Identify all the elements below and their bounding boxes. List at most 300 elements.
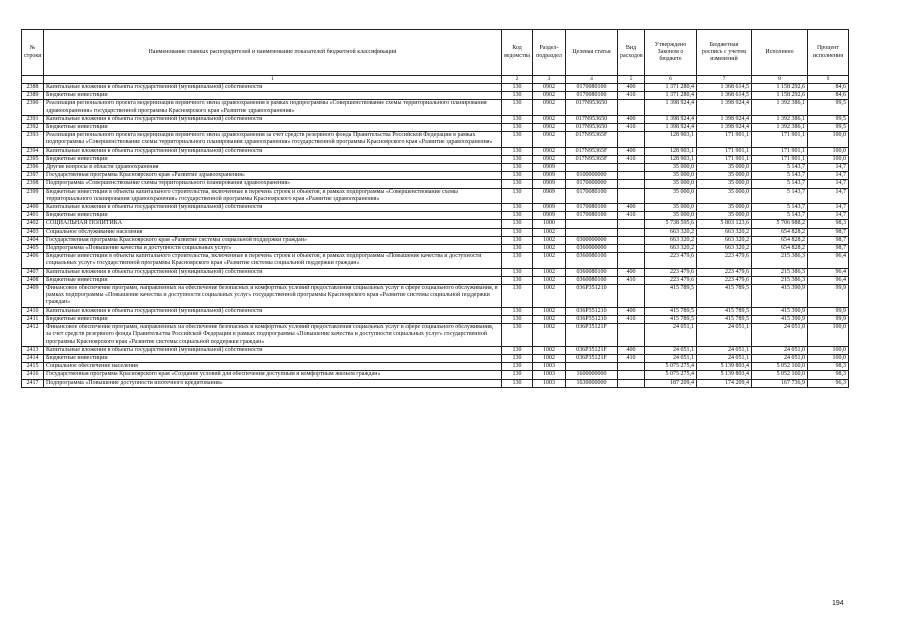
expense-type-cell: 410 [618,92,645,100]
revised-amount-cell: 5 803 123,6 [697,220,752,228]
approved-amount-cell: 223 479,6 [645,253,697,268]
revised-amount-cell: 415 789,5 [697,315,752,323]
row-name-cell: Бюджетные инвестиции [44,92,502,100]
column-number-row [22,76,849,84]
revised-amount-cell: 171 901,1 [697,155,752,163]
execution-percent-cell: 14,7 [808,212,849,220]
table-row [22,307,849,315]
agency-code-cell: 130 [502,115,533,123]
table-row [22,132,849,147]
execution-percent-cell: 99,5 [808,115,849,123]
revised-amount-cell: 1 368 614,5 [697,84,752,92]
execution-percent-cell: 100,0 [808,324,849,347]
table-row [22,379,849,387]
expense-type-cell [618,164,645,172]
row-number-cell: 2395 [22,155,44,163]
revised-amount-cell: 415 789,5 [697,307,752,315]
approved-amount-cell: 1 398 924,4 [645,115,697,123]
budget-table-sheet [21,29,849,388]
target-item-cell: 017N953650 [566,100,618,115]
execution-percent-cell: 99,5 [808,100,849,115]
approved-amount-cell: 35 000,0 [645,204,697,212]
executed-amount-cell: 5 052 160,0 [752,371,808,379]
row-name-cell: Подпрограмма «Повышение доступности ипотечного кредитования» [44,379,502,387]
agency-code-cell: 130 [502,276,533,284]
approved-amount-cell: 663 320,2 [645,236,697,244]
table-row [22,315,849,323]
section-code-cell: 1002 [533,236,566,244]
column-number: 4 [566,76,618,84]
revised-amount-cell: 1 368 614,5 [697,92,752,100]
execution-percent-cell: 96,4 [808,268,849,276]
row-name-cell: Капитальные вложения в объекты государственной (муниципальной) собственности [44,346,502,354]
target-item-cell: 017N95365F [566,132,618,147]
column-header: Утверждено Законом о бюджете [645,30,697,76]
target-item-cell: 036P351210 [566,315,618,323]
revised-amount-cell: 1 398 924,4 [697,115,752,123]
agency-code-cell: 130 [502,315,533,323]
revised-amount-cell: 35 000,0 [697,188,752,203]
section-code-cell: 0902 [533,115,566,123]
executed-amount-cell: 171 901,1 [752,147,808,155]
section-code-cell: 0902 [533,132,566,147]
approved-amount-cell: 128 903,1 [645,155,697,163]
row-name-cell: Капитальные вложения в объекты государственной (муниципальной) собственности [44,147,502,155]
revised-amount-cell: 1 398 924,4 [697,100,752,115]
agency-code-cell: 130 [502,155,533,163]
approved-amount-cell: 24 051,1 [645,324,697,347]
agency-code-cell: 130 [502,354,533,362]
agency-code-cell: 130 [502,324,533,347]
revised-amount-cell: 171 901,1 [697,132,752,147]
target-item-cell: 0360000000 [566,245,618,253]
table-row [22,346,849,354]
revised-amount-cell: 223 479,6 [697,268,752,276]
target-item-cell [566,164,618,172]
section-code-cell: 1002 [533,324,566,347]
table-row [22,228,849,236]
agency-code-cell: 130 [502,100,533,115]
target-item-cell: 0170080100 [566,188,618,203]
executed-amount-cell: 24 051,0 [752,324,808,347]
row-number-cell: 2396 [22,164,44,172]
revised-amount-cell: 35 000,0 [697,164,752,172]
column-number: 6 [645,76,697,84]
row-name-cell: Финансовое обеспечение программ, направленных на обеспечение безопасных и комфортных условий предоставления социальных услуг в сфере социального обслуживания, в рамках подпрограммы «Повышение качества и доступности социальных услуг» государственной программы Красноярского края «Развитие системы социальной поддержки граждан» [44,285,502,308]
column-header: Вид расходов [618,30,645,76]
expense-type-cell [618,180,645,188]
agency-code-cell: 130 [502,253,533,268]
expense-type-cell [618,245,645,253]
revised-amount-cell: 35 000,0 [697,212,752,220]
section-code-cell: 0902 [533,155,566,163]
agency-code-cell: 130 [502,124,533,132]
executed-amount-cell: 5 052 160,0 [752,363,808,371]
approved-amount-cell: 1 371 280,4 [645,84,697,92]
revised-amount-cell: 24 051,1 [697,346,752,354]
agency-code-cell: 130 [502,228,533,236]
target-item-cell: 0170080100 [566,92,618,100]
executed-amount-cell: 215 386,3 [752,268,808,276]
approved-amount-cell: 5 075 275,4 [645,363,697,371]
target-item-cell: 0100000000 [566,172,618,180]
execution-percent-cell: 99,5 [808,124,849,132]
table-row [22,324,849,347]
expense-type-cell: 400 [618,147,645,155]
row-name-cell: Капитальные вложения в объекты государственной (муниципальной) собственности [44,307,502,315]
revised-amount-cell: 35 000,0 [697,172,752,180]
row-name-cell: Капитальные вложения в объекты государственной (муниципальной) собственности [44,204,502,212]
target-item-cell: 036P35121F [566,354,618,362]
section-code-cell: 1002 [533,253,566,268]
row-number-cell: 2391 [22,115,44,123]
section-code-cell: 0909 [533,188,566,203]
target-item-cell: 036P351210 [566,285,618,308]
expense-type-cell [618,220,645,228]
executed-amount-cell: 415 390,9 [752,315,808,323]
section-code-cell: 1002 [533,315,566,323]
approved-amount-cell: 415 789,5 [645,285,697,308]
approved-amount-cell: 1 398 924,4 [645,124,697,132]
approved-amount-cell: 415 789,5 [645,315,697,323]
section-code-cell: 1002 [533,285,566,308]
expense-type-cell: 400 [618,268,645,276]
row-number-cell: 2415 [22,363,44,371]
header-row [22,30,849,76]
section-code-cell: 1002 [533,354,566,362]
row-number-cell: 2405 [22,245,44,253]
table-row [22,92,849,100]
row-name-cell: СОЦИАЛЬНАЯ ПОЛИТИКА [44,220,502,228]
execution-percent-cell: 98,3 [808,220,849,228]
agency-code-cell: 130 [502,172,533,180]
expense-type-cell [618,371,645,379]
table-row [22,84,849,92]
row-number-cell: 2388 [22,84,44,92]
table-body [22,84,849,388]
revised-amount-cell: 5 139 803,4 [697,363,752,371]
row-number-cell: 2394 [22,147,44,155]
row-number-cell: 2410 [22,307,44,315]
section-code-cell: 0902 [533,92,566,100]
revised-amount-cell: 663 320,2 [697,245,752,253]
column-header: Наименование главных распорядителей и наименование показателей бюджетной классификации [44,30,502,76]
row-number-cell: 2404 [22,236,44,244]
row-name-cell: Социальное обслуживание населения [44,228,502,236]
table-row [22,204,849,212]
section-code-cell: 1002 [533,245,566,253]
table-row [22,212,849,220]
target-item-cell: 0360080100 [566,268,618,276]
agency-code-cell: 130 [502,147,533,155]
execution-percent-cell: 14,7 [808,188,849,203]
execution-percent-cell: 98,3 [808,363,849,371]
approved-amount-cell: 187 209,4 [645,379,697,387]
execution-percent-cell: 98,7 [808,245,849,253]
target-item-cell: 0360080100 [566,276,618,284]
agency-code-cell: 130 [502,180,533,188]
row-number-cell: 2412 [22,324,44,347]
agency-code-cell: 130 [502,84,533,92]
table-row [22,363,849,371]
approved-amount-cell: 24 051,1 [645,354,697,362]
budget-execution-table [21,29,849,388]
revised-amount-cell: 24 051,1 [697,324,752,347]
section-code-cell: 1002 [533,228,566,236]
agency-code-cell: 130 [502,188,533,203]
executed-amount-cell: 415 390,9 [752,307,808,315]
row-number-cell: 2397 [22,172,44,180]
row-name-cell: Государственная программа Красноярского края «Создание условий для обеспечения доступным и комфортным жильем граждан» [44,371,502,379]
section-code-cell: 0902 [533,147,566,155]
target-item-cell: 036P35121F [566,324,618,347]
target-item-cell: 017N95365F [566,147,618,155]
row-number-cell: 2400 [22,204,44,212]
execution-percent-cell: 100,0 [808,155,849,163]
revised-amount-cell: 223 479,6 [697,276,752,284]
table-row [22,354,849,362]
target-item-cell: 017N953650 [566,115,618,123]
column-number: 1 [44,76,502,84]
agency-code-cell: 130 [502,164,533,172]
row-number-cell: 2392 [22,124,44,132]
revised-amount-cell: 35 000,0 [697,204,752,212]
column-number: 2 [502,76,533,84]
section-code-cell: 1000 [533,220,566,228]
expense-type-cell [618,253,645,268]
section-code-cell: 0909 [533,164,566,172]
execution-percent-cell: 14,7 [808,204,849,212]
section-code-cell: 1002 [533,268,566,276]
target-item-cell: 036P351210 [566,307,618,315]
expense-type-cell: 400 [618,115,645,123]
expense-type-cell: 400 [618,84,645,92]
executed-amount-cell: 1 392 386,1 [752,115,808,123]
table-row [22,236,849,244]
expense-type-cell: 410 [618,354,645,362]
expense-type-cell [618,172,645,180]
row-number-cell: 2416 [22,371,44,379]
row-name-cell: Другие вопросы в области здравоохранения [44,164,502,172]
approved-amount-cell: 35 000,0 [645,172,697,180]
row-name-cell: Бюджетные инвестиции в объекты капитального строительства, включенные в перечень строек и объектов, в рамках подпрограммы «Повышение качества и доступности социальных услуг» государственной программы Красноярского края «Развитие системы социальной поддержки граждан» [44,253,502,268]
approved-amount-cell: 663 320,2 [645,228,697,236]
executed-amount-cell: 24 051,0 [752,354,808,362]
row-name-cell: Капитальные вложения в объекты государственной (муниципальной) собственности [44,84,502,92]
execution-percent-cell: 96,3 [808,379,849,387]
execution-percent-cell: 99,9 [808,285,849,308]
row-name-cell: Бюджетные инвестиции [44,155,502,163]
approved-amount-cell: 223 479,6 [645,276,697,284]
approved-amount-cell: 223 479,6 [645,268,697,276]
column-number [22,76,44,84]
agency-code-cell: 130 [502,245,533,253]
section-code-cell: 0902 [533,84,566,92]
table-row [22,155,849,163]
table-row [22,268,849,276]
row-name-cell: Государственная программа Красноярского края «Развитие системы социальной поддержки граждан» [44,236,502,244]
section-code-cell: 0902 [533,124,566,132]
approved-amount-cell: 128 903,1 [645,147,697,155]
target-item-cell: 0170000000 [566,180,618,188]
row-name-cell: Бюджетные инвестиции [44,315,502,323]
execution-percent-cell: 14,7 [808,180,849,188]
row-number-cell: 2402 [22,220,44,228]
row-name-cell: Бюджетные инвестиции [44,354,502,362]
row-number-cell: 2398 [22,180,44,188]
row-number-cell: 2414 [22,354,44,362]
revised-amount-cell: 415 789,5 [697,285,752,308]
table-row [22,220,849,228]
approved-amount-cell: 35 000,0 [645,212,697,220]
agency-code-cell: 130 [502,268,533,276]
section-code-cell: 1002 [533,307,566,315]
executed-amount-cell: 215 386,3 [752,276,808,284]
executed-amount-cell: 171 901,1 [752,132,808,147]
expense-type-cell [618,363,645,371]
executed-amount-cell: 5 143,7 [752,172,808,180]
expense-type-cell [618,285,645,308]
row-name-cell: Подпрограмма «Повышение качества и доступности социальных услуг» [44,245,502,253]
revised-amount-cell: 24 051,1 [697,354,752,362]
execution-percent-cell: 98,7 [808,236,849,244]
row-number-cell: 2401 [22,212,44,220]
column-number: 3 [533,76,566,84]
executed-amount-cell: 24 051,0 [752,346,808,354]
column-number: 5 [618,76,645,84]
target-item-cell: 0360080100 [566,253,618,268]
table-row [22,188,849,203]
execution-percent-cell: 100,0 [808,354,849,362]
expense-type-cell: 410 [618,124,645,132]
execution-percent-cell: 100,0 [808,132,849,147]
agency-code-cell: 130 [502,236,533,244]
revised-amount-cell: 1 398 924,4 [697,124,752,132]
execution-percent-cell: 100,0 [808,147,849,155]
executed-amount-cell: 5 143,7 [752,180,808,188]
target-item-cell: 0170080100 [566,84,618,92]
table-row [22,371,849,379]
column-header: Раздел-подраздел [533,30,566,76]
section-code-cell: 1002 [533,346,566,354]
expense-type-cell: 400 [618,307,645,315]
execution-percent-cell: 14,7 [808,172,849,180]
column-number: 9 [808,76,849,84]
section-code-cell: 0909 [533,204,566,212]
execution-percent-cell: 99,9 [808,307,849,315]
expense-type-cell: 400 [618,204,645,212]
approved-amount-cell: 1 371 280,4 [645,92,697,100]
column-header: Код ведомства [502,30,533,76]
column-number: 7 [697,76,752,84]
executed-amount-cell: 171 901,1 [752,155,808,163]
executed-amount-cell: 654 828,2 [752,228,808,236]
revised-amount-cell: 35 000,0 [697,180,752,188]
execution-percent-cell: 84,6 [808,84,849,92]
execution-percent-cell: 96,4 [808,253,849,268]
expense-type-cell [618,379,645,387]
column-header: Бюджетная роспись с учетом изменений [697,30,752,76]
target-item-cell [566,228,618,236]
row-number-cell: 2408 [22,276,44,284]
agency-code-cell: 130 [502,204,533,212]
revised-amount-cell: 663 320,2 [697,228,752,236]
table-row [22,180,849,188]
approved-amount-cell: 128 903,1 [645,132,697,147]
section-code-cell: 0909 [533,172,566,180]
expense-type-cell [618,228,645,236]
agency-code-cell: 130 [502,363,533,371]
section-code-cell: 1002 [533,276,566,284]
expense-type-cell: 400 [618,346,645,354]
row-name-cell: Подпрограмма «Совершенствование схемы территориального планирования здравоохранения» [44,180,502,188]
section-code-cell: 1003 [533,379,566,387]
row-number-cell: 2409 [22,285,44,308]
executed-amount-cell: 5 143,7 [752,204,808,212]
row-name-cell: Бюджетные инвестиции [44,212,502,220]
approved-amount-cell: 1 398 924,4 [645,100,697,115]
row-number-cell: 2406 [22,253,44,268]
expense-type-cell: 410 [618,155,645,163]
row-name-cell: Государственная программа Красноярского края «Развитие здравоохранения» [44,172,502,180]
table-row [22,253,849,268]
execution-percent-cell: 99,9 [808,315,849,323]
table-row [22,147,849,155]
agency-code-cell: 130 [502,307,533,315]
row-number-cell: 2411 [22,315,44,323]
approved-amount-cell: 35 000,0 [645,180,697,188]
expense-type-cell [618,324,645,347]
table-row [22,124,849,132]
executed-amount-cell: 415 390,9 [752,285,808,308]
section-code-cell: 0909 [533,212,566,220]
table-row [22,172,849,180]
executed-amount-cell: 5 143,7 [752,188,808,203]
revised-amount-cell: 663 320,2 [697,236,752,244]
execution-percent-cell: 96,4 [808,276,849,284]
executed-amount-cell: 215 386,3 [752,253,808,268]
approved-amount-cell: 35 000,0 [645,164,697,172]
target-item-cell: 017N953650 [566,124,618,132]
table-row [22,245,849,253]
table-row [22,164,849,172]
row-name-cell: Социальное обеспечение населения [44,363,502,371]
target-item-cell: 0170080100 [566,212,618,220]
agency-code-cell: 130 [502,285,533,308]
target-item-cell: 017N95365F [566,155,618,163]
executed-amount-cell: 654 828,2 [752,236,808,244]
section-code-cell: 1003 [533,363,566,371]
column-header: Целевая статья [566,30,618,76]
agency-code-cell: 130 [502,132,533,147]
row-name-cell: Реализация регионального проекта модернизации первичного звена здравоохранения за счет средств резервного фонда Правительства Российской Федерации в рамках подпрограммы «Совершенствование схемы территориального планирования здравоохранения» государственной программы Красноярского края «Развитие здравоохранения» [44,132,502,147]
executed-amount-cell: 5 143,7 [752,164,808,172]
expense-type-cell [618,188,645,203]
row-number-cell: 2417 [22,379,44,387]
expense-type-cell [618,132,645,147]
section-code-cell: 0909 [533,180,566,188]
agency-code-cell: 130 [502,212,533,220]
target-item-cell [566,363,618,371]
section-code-cell: 1003 [533,371,566,379]
table-row [22,285,849,308]
row-number-cell: 2393 [22,132,44,147]
executed-amount-cell: 1 158 292,6 [752,92,808,100]
target-item-cell: 036P35121F [566,346,618,354]
table-row [22,100,849,115]
execution-percent-cell: 98,3 [808,371,849,379]
expense-type-cell: 410 [618,315,645,323]
